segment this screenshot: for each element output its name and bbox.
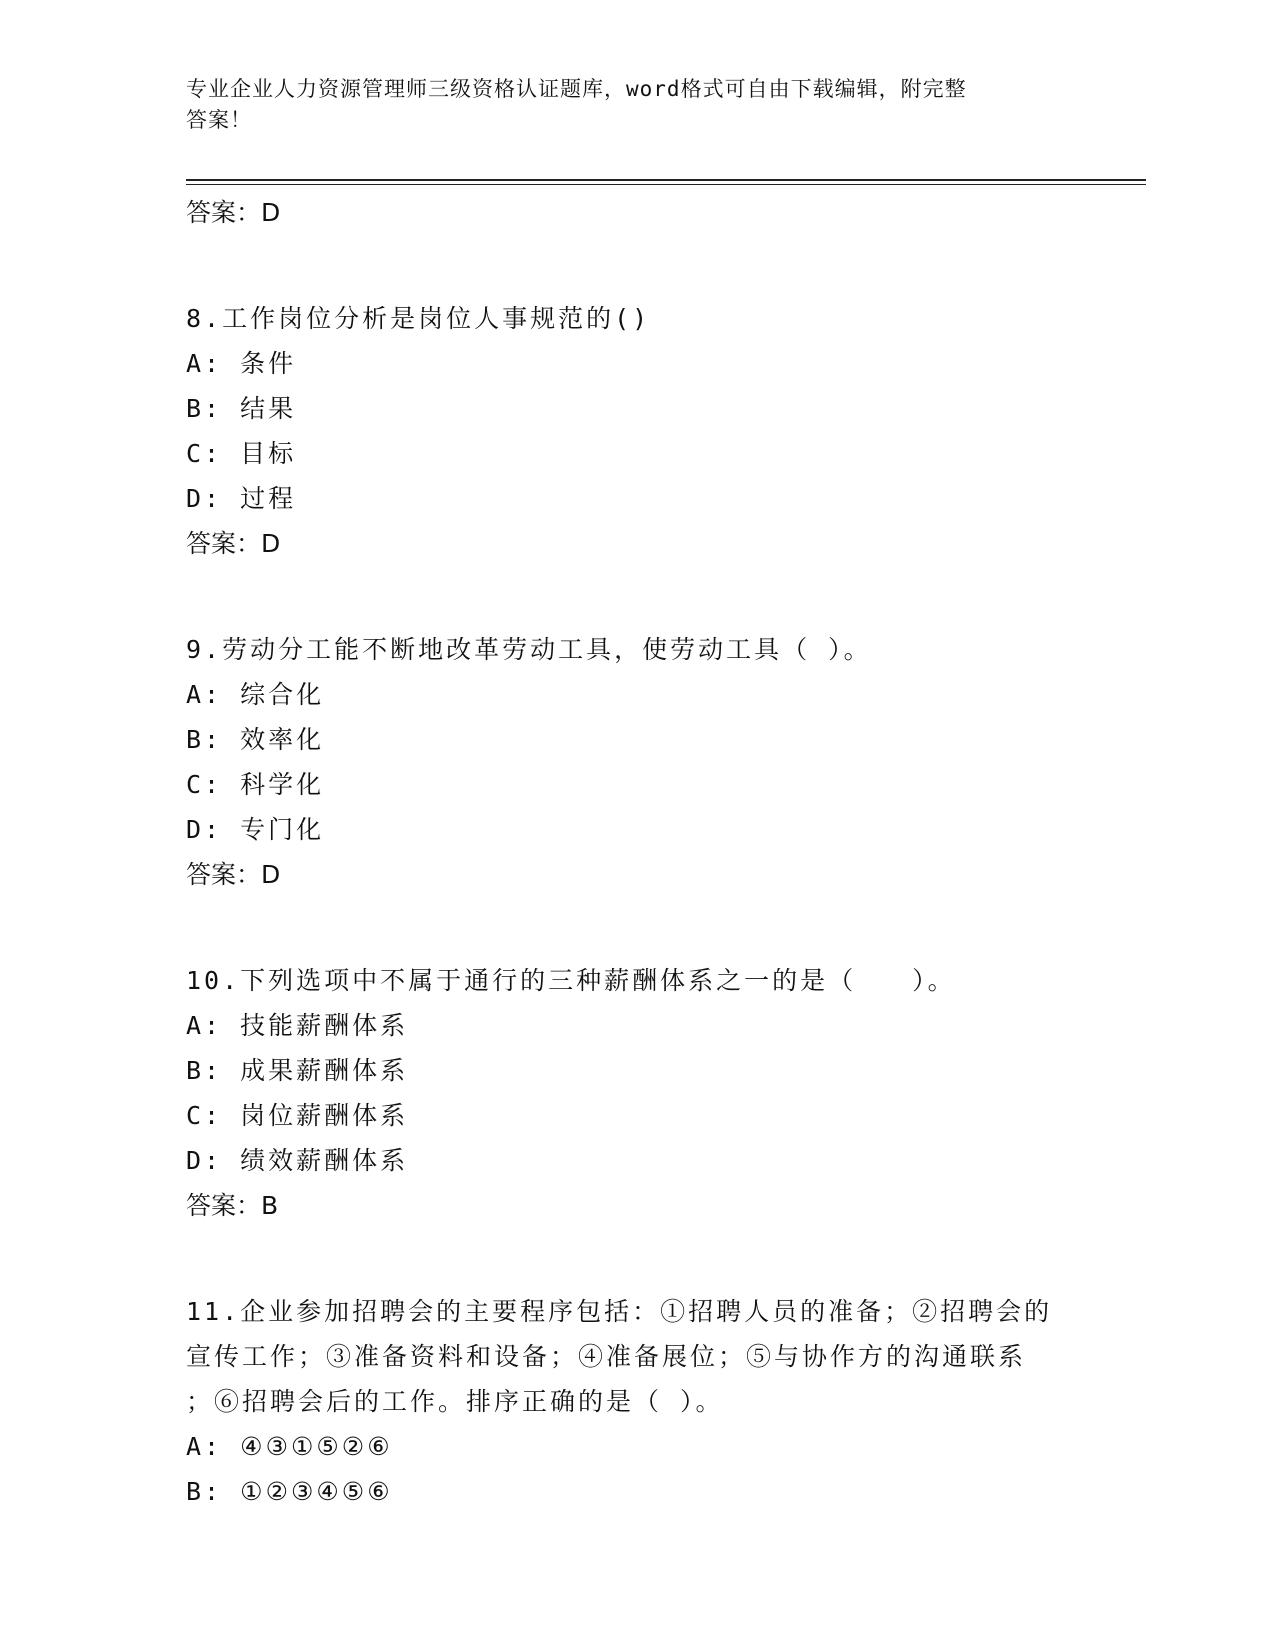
question-title: 10.下列选项中不属于通行的三种薪酬体系之一的是（ ）。 <box>186 966 956 995</box>
question-11 <box>186 1289 1086 1514</box>
question-title-line-2: 宣传工作；③准备资料和设备；④准备展位；⑤与协作方的沟通联系 <box>186 1342 1027 1371</box>
answer: 答案：D <box>186 529 281 558</box>
option-d: D: 过程 <box>186 484 297 513</box>
header-divider-bottom <box>186 184 1146 185</box>
option-b: B: 效率化 <box>186 725 325 754</box>
answer: 答案：B <box>186 1191 279 1220</box>
header-line-2: 答案！ <box>186 108 252 132</box>
option-a: A: 综合化 <box>186 680 325 709</box>
option-d: D: 绩效薪酬体系 <box>186 1146 409 1175</box>
option-c: C: 岗位薪酬体系 <box>186 1101 409 1130</box>
option-b: B: ①②③④⑤⑥ <box>186 1477 393 1506</box>
option-d: D: 专门化 <box>186 815 325 844</box>
option-a: A: 条件 <box>186 349 297 378</box>
question-title: 9.劳动分工能不断地改革劳动工具，使劳动工具（ ）。 <box>186 635 872 664</box>
previous-answer: 答案：D <box>186 198 281 227</box>
question-list <box>186 190 1086 1514</box>
question-8 <box>186 296 1086 567</box>
option-c: C: 目标 <box>186 439 297 468</box>
option-b: B: 结果 <box>186 394 297 423</box>
header-line-1: 专业企业人力资源管理师三级资格认证题库，word格式可自由下载编辑，附完整 <box>186 77 967 101</box>
answer: 答案：D <box>186 860 281 889</box>
question-title-line-3: ；⑥招聘会后的工作。排序正确的是（ ）。 <box>186 1387 724 1416</box>
option-c: C: 科学化 <box>186 770 325 799</box>
question-9 <box>186 627 1086 898</box>
document-header <box>186 74 1066 136</box>
question-title: 8.工作岗位分析是岗位人事规范的() <box>186 304 651 333</box>
question-10 <box>186 958 1086 1229</box>
option-a: A: 技能薪酬体系 <box>186 1011 409 1040</box>
option-a: A: ④③①⑤②⑥ <box>186 1432 393 1461</box>
header-divider-top <box>186 179 1146 181</box>
question-title-line-1: 11.企业参加招聘会的主要程序包括：①招聘人员的准备；②招聘会的 <box>186 1297 1053 1326</box>
option-b: B: 成果薪酬体系 <box>186 1056 409 1085</box>
